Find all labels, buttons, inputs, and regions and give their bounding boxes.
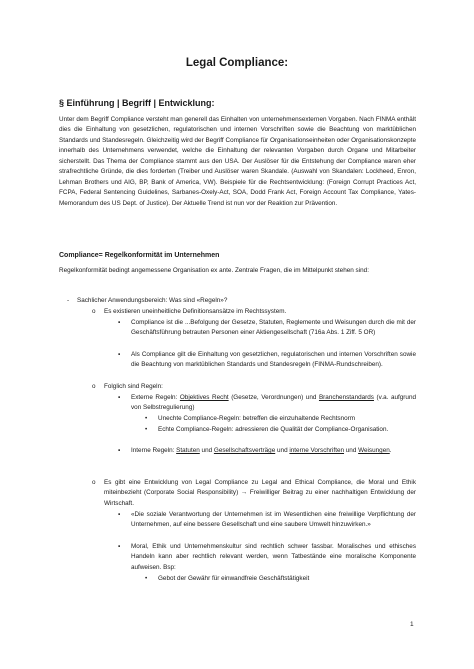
underlined-term: Objektives Recht [179,394,229,401]
body-paragraph: Regelkonformität bedingt angemessene Organisation ex ante. Zentrale Fragen, die im Mittelpunkt stehen sind: [59,267,369,274]
underlined-term: interne Vorschriften [289,447,345,454]
list-item-text: Externe Regeln: [131,394,180,401]
list-item: Es gibt eine Entwicklung von Legal Compliance zu Legal and Ethical Compliance, die Moral und Ethik miteinbezieht (Corporate Social Responsibility) → Freiwilliger Beitrag zu einer nachhaltigen Entwicklung der Wirtschaft. [104,479,416,507]
intro-paragraph: Unter dem Begriff Compliance versteht man generell das Einhalten von unternehmensexternen Vorgaben. Nach FINMA enthält dies die Einhaltung von gesetzlichen, regulatorischen und internen Vorschriften sowie die Beachtung von marktüblichen Standards und Standesregeln. Gleichzeitig wird der Begriff Compliance für Organisationseinheiten oder Organisationskonzepte innerhalb des Unternehmens verwendet, welche die Einhaltung der relevanten Vorgaben durch Organe und Mitarbeiter sicherstellt. Das Thema der Compliance stammt aus den USA. Der Auslöser für die Entstehung der Compliance waren eher strafrechtliche Gründe, die dies forderten (Treiber und Auslöser waren Skandale. (Auswahl von Skandalen: Lockheed, Enron, Lehman Brothers und AIG, BP, Bank of America, VW). Beispiele für die Rechtsentwicklung: (Foreign Corrupt Practices Act, FCPA, Federal Sentencing Guidelines, Sarbanes-Oxely-Act, SOA, Dodd Frank Act, Foreign Account Tax Compliance, Yates-Memorandum des US Dept. of Justice). Der Aktuelle Trend ist nun vor der Reaktion zur Prävention. [59,116,416,207]
list-item: Gebot der Gewähr für einwandfreie Geschäftstätigkeit [158,575,310,582]
list-item-text: und [199,447,214,454]
list-item-text: Interne Regeln: [131,447,177,454]
page-title: Legal Compliance: [185,57,289,69]
underlined-term: Gesellschaftsverträge [213,447,276,454]
list-item: «Die soziale Verantwortung der Unternehmen ist im Wesentlichen eine freiwillige Verpflichtung der Unternehmen, auf eine bessere Gesellschaft und eine saubere Umwelt hinzuwirken.» [131,511,416,529]
list-item: Als Compliance gilt die Einhaltung von gesetzlichen, regulatorischen und internen Vorschriften sowie die Beachtung von marktüblichen Standards und Standesregeln (FINMA-Rundschreiben). [131,351,416,369]
dot-bullet: • [145,426,148,433]
square-bullet: ▪ [118,319,121,326]
list-item-text: und [344,447,359,454]
circle-bullet: o [92,383,96,390]
square-bullet: ▪ [118,543,121,550]
list-item: Echte Compliance-Regeln: adressieren die Qualität der Compliance-Organisation. [158,426,389,433]
dash-bullet: - [67,297,70,304]
section-heading: § Einführung | Begriff | Entwicklung: [59,98,215,108]
square-bullet: ▪ [118,351,121,358]
list-item-text: und [275,447,290,454]
list-item: Folglich sind Regeln: [104,383,163,390]
dot-bullet: • [145,575,148,582]
square-bullet: ▪ [118,447,121,454]
underlined-term: Branchenstandards [318,394,374,401]
list-item-text: (Gesetze, Verordnungen) und [228,394,319,401]
list-item: Unechte Compliance-Regeln: betreffen die einzuhaltende Rechtsnorm [158,415,356,422]
circle-bullet: o [92,308,96,315]
list-item [131,446,416,456]
list-item: Es existieren uneinheitliche Definitionsansätze im Rechtssystem. [104,308,287,315]
page-number: 1 [410,621,414,628]
dot-bullet: • [145,415,148,422]
square-bullet: ▪ [118,394,121,401]
list-item [131,393,416,414]
list-item: Compliance ist die ...Befolgung der Gesetze, Statuten, Reglemente und Weisungen durch die mit der Geschäftsführung betrauten Personen einer Aktiengesellschaft (716a Abs. 1 Ziff. 5 OR) [131,319,416,337]
subsection-heading: Compliance= Regelkonformität im Unternehmen [59,252,220,259]
underlined-term: Statuten [176,447,200,454]
square-bullet: ▪ [118,511,121,518]
list-item-text: . [389,447,392,454]
list-item: Sachlicher Anwendungsbereich: Was sind «Regeln»? [77,297,228,304]
list-item-text: (v.a. aufgrund von Selbstregulierung) [131,394,417,412]
list-item: Moral, Ethik und Unternehmenskultur sind rechtlich schwer fassbar. Moralisches und ethisches Handeln kann aber rechtlich relevant werden, wenn Tatbestände eine moralische Komponente aufweisen. Bsp: [131,543,416,571]
underlined-term: Weisungen [358,447,390,454]
circle-bullet: o [92,479,96,486]
